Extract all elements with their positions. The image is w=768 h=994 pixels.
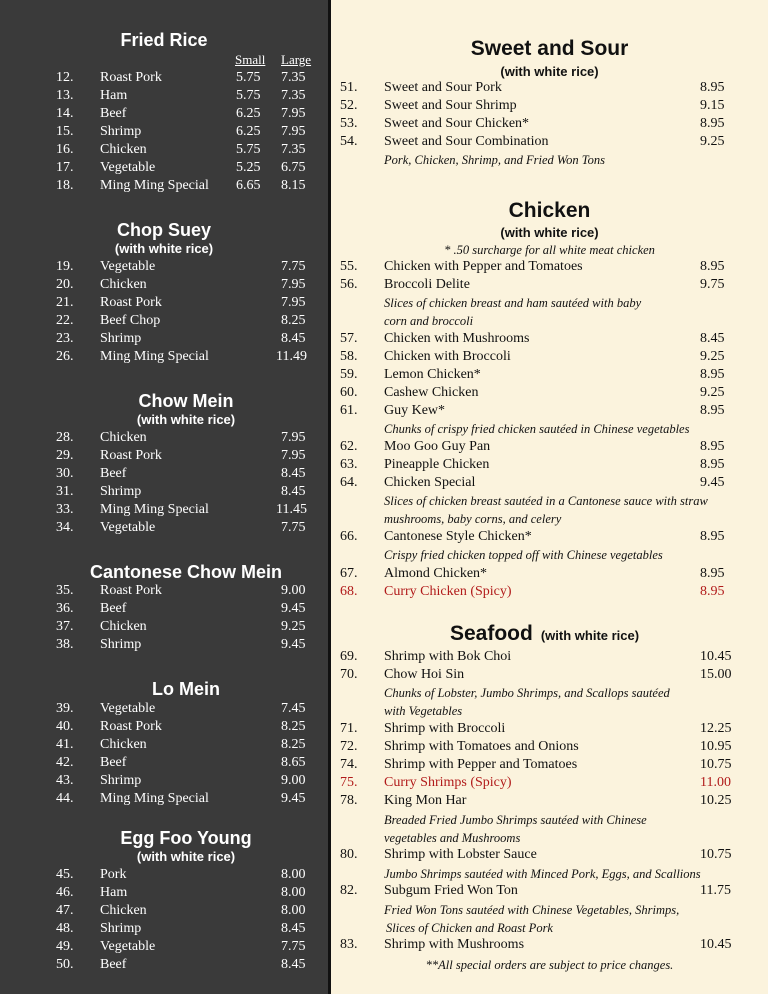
item-price: 8.95 [700,116,725,131]
item-number: 78. [340,793,358,808]
item-number: 55. [340,259,358,274]
item-name: Cantonese Style Chicken* [384,529,532,544]
menu-item [0,312,328,330]
item-price: 7.95 [281,277,306,292]
item-number: 75. [340,775,358,790]
item-name: Ming Ming Special [100,349,209,364]
item-price: 8.25 [281,719,306,734]
item-description: mushrooms, baby corns, and celery [384,512,562,526]
item-name: Beef [100,957,127,972]
item-price: 7.75 [281,939,306,954]
menu-item [331,366,768,384]
item-name: Chicken [100,737,147,752]
item-number: 19. [56,259,74,274]
menu-item [331,846,768,864]
item-name: King Mon Har [384,793,467,808]
item-number: 40. [56,719,74,734]
item-number: 71. [340,721,358,736]
seafood-subtitle: (with white rice) [540,628,640,643]
menu-item [0,636,328,654]
menu-item [331,384,768,402]
menu-item [331,402,768,420]
item-name: Chicken with Broccoli [384,349,511,364]
menu-item [0,429,328,447]
item-price: 15.00 [700,667,732,682]
item-description: Chunks of crispy fried chicken sautéed in Chinese vegetables [384,422,690,436]
item-price: 8.45 [281,484,306,499]
item-number: 82. [340,883,358,898]
item-price: 7.75 [281,520,306,535]
item-price-large: 7.95 [281,124,306,139]
chow-mein-title: Chow Mein [138,391,234,411]
menu-item [0,141,328,159]
right-panel [331,0,768,994]
item-number: 49. [56,939,74,954]
sweet-sour-title: Sweet and Sour [470,37,629,60]
item-name: Shrimp with Mushrooms [384,937,525,952]
item-number: 42. [56,755,74,770]
item-number: 13. [56,88,74,103]
chicken-subtitle: (with white rice) [500,225,599,240]
item-price-small: 5.75 [236,70,261,85]
menu-item [0,884,328,902]
item-number: 16. [56,142,74,157]
item-price: 9.45 [281,791,306,806]
item-price-small: 6.65 [236,178,261,193]
menu-item [0,938,328,956]
menu-item [331,438,768,456]
item-number: 62. [340,439,358,454]
item-price: 10.95 [700,739,732,754]
item-number: 68. [340,584,358,599]
menu-item [0,465,328,483]
item-price: 8.95 [700,367,725,382]
item-price-small: 5.25 [236,160,261,175]
item-name: Chicken [100,430,147,445]
item-name: Sweet and Sour Combination [384,134,549,149]
item-number: 56. [340,277,358,292]
item-price-small: 6.25 [236,106,261,121]
menu-item-spicy [331,583,768,601]
item-description: Slices of Chicken and Roast Pork [386,921,553,935]
item-number: 54. [340,134,358,149]
menu-item [0,519,328,537]
item-price: 9.15 [700,98,725,113]
menu-item [331,565,768,583]
item-price-small: 5.75 [236,88,261,103]
item-name: Shrimp [100,773,142,788]
item-number: 60. [340,385,358,400]
item-price: 10.75 [700,757,732,772]
menu-item [0,920,328,938]
item-description: with Vegetables [384,704,463,718]
menu-item [331,330,768,348]
item-price: 9.25 [281,619,306,634]
menu-item [0,718,328,736]
item-price: 8.00 [281,867,306,882]
item-name: Shrimp with Broccoli [384,721,506,736]
item-price: 8.95 [700,584,725,599]
item-price: 10.45 [700,649,732,664]
menu-item [331,882,768,900]
item-name: Chow Hoi Sin [384,667,465,682]
item-price: 9.45 [700,475,725,490]
item-price: 8.95 [700,529,725,544]
menu-item [0,258,328,276]
item-price: 7.75 [281,259,306,274]
item-price: 8.95 [700,566,725,581]
menu-item [331,936,768,954]
item-name: Roast Pork [100,295,162,310]
menu-item [331,528,768,546]
item-price: 9.00 [281,773,306,788]
menu-item [331,456,768,474]
menu-item [331,474,768,492]
menu-item [0,582,328,600]
lo-mein-title: Lo Mein [152,679,220,699]
item-number: 72. [340,739,358,754]
item-number: 59. [340,367,358,382]
menu-item [0,501,328,519]
item-number: 30. [56,466,74,481]
item-price: 8.65 [281,755,306,770]
item-number: 80. [340,847,358,862]
menu-item [331,720,768,738]
item-name: Chicken [100,619,147,634]
menu-item [331,79,768,97]
item-number: 52. [340,98,358,113]
item-name: Chicken with Mushrooms [384,331,530,346]
item-description: corn and broccoli [384,314,474,328]
item-price: 8.25 [281,737,306,752]
item-price: 9.25 [700,385,725,400]
item-name: Shrimp [100,921,142,936]
item-price: 8.45 [281,957,306,972]
item-price: 9.75 [700,277,725,292]
item-price: 10.45 [700,937,732,952]
item-name: Chicken [100,142,147,157]
item-number: 70. [340,667,358,682]
item-price: 10.25 [700,793,732,808]
item-name: Chicken with Pepper and Tomatoes [384,259,583,274]
menu-item [0,956,328,974]
menu-item [0,105,328,123]
item-price-large: 7.95 [281,106,306,121]
item-description: Jumbo Shrimps sautéed with Minced Pork, Eggs, and Scallions [384,867,701,881]
item-description: Slices of chicken breast sautéed in a Cantonese sauce with straw [384,494,708,508]
item-name: Cashew Chicken [384,385,479,400]
item-number: 47. [56,903,74,918]
item-name: Curry Chicken (Spicy) [384,584,512,599]
item-price: 9.45 [281,637,306,652]
fried-rice-title: Fried Rice [120,30,208,50]
left-panel [0,0,328,994]
egg-foo-young-title: Egg Foo Young [120,828,252,848]
item-number: 43. [56,773,74,788]
item-description: Chunks of Lobster, Jumbo Shrimps, and Scallops sautéed [384,686,670,700]
item-number: 57. [340,331,358,346]
item-number: 69. [340,649,358,664]
menu-item [331,133,768,151]
menu-item [331,115,768,133]
item-number: 41. [56,737,74,752]
menu-item [0,618,328,636]
item-name: Sweet and Sour Pork [384,80,502,95]
menu-item [331,97,768,115]
item-price: 8.95 [700,439,725,454]
item-number: 33. [56,502,74,517]
item-price-large: 8.15 [281,178,306,193]
item-price: 8.25 [281,313,306,328]
seafood-heading [450,622,639,646]
item-name: Chicken Special [384,475,476,490]
item-name: Vegetable [100,939,156,954]
item-name: Shrimp [100,484,142,499]
item-name: Beef Chop [100,313,161,328]
item-price: 9.00 [281,583,306,598]
item-number: 38. [56,637,74,652]
item-name: Vegetable [100,259,156,274]
item-number: 37. [56,619,74,634]
menu-item [0,902,328,920]
item-number: 53. [340,116,358,131]
item-name: Shrimp with Lobster Sauce [384,847,537,862]
menu-item [331,756,768,774]
item-price: 10.75 [700,847,732,862]
item-number: 29. [56,448,74,463]
item-description: Breaded Fried Jumbo Shrimps sautéed with Chinese [384,813,647,827]
item-number: 15. [56,124,74,139]
item-name: Almond Chicken* [384,566,488,581]
item-number: 61. [340,403,358,418]
item-name: Beef [100,106,127,121]
item-number: 58. [340,349,358,364]
item-number: 64. [340,475,358,490]
item-price: 8.00 [281,903,306,918]
item-number: 26. [56,349,74,364]
item-number: 46. [56,885,74,900]
menu-item [331,648,768,666]
item-name: Chicken [100,277,147,292]
menu-item [331,348,768,366]
item-name: Pork [100,867,127,882]
item-number: 74. [340,757,358,772]
item-name: Sweet and Sour Chicken* [384,116,530,131]
item-price-small: 5.75 [236,142,261,157]
item-price: 7.95 [281,295,306,310]
menu-item [0,294,328,312]
menu-item [0,123,328,141]
item-name: Curry Shrimps (Spicy) [384,775,512,790]
item-number: 17. [56,160,74,175]
item-name: Ming Ming Special [100,502,209,517]
item-number: 39. [56,701,74,716]
item-name: Vegetable [100,701,156,716]
item-price: 8.45 [281,466,306,481]
item-name: Chicken [100,903,147,918]
menu-item [0,772,328,790]
chow-mein-subtitle: (with white rice) [136,412,236,427]
menu-item [0,159,328,177]
item-name: Shrimp with Tomatoes and Onions [384,739,579,754]
item-name: Pineapple Chicken [384,457,490,472]
item-price: 7.95 [281,430,306,445]
item-number: 21. [56,295,74,310]
col-small-header: Small [235,52,266,67]
item-price: 9.45 [281,601,306,616]
egg-foo-young-subtitle: (with white rice) [136,849,236,864]
item-price: 11.00 [700,775,731,790]
item-description: Slices of chicken breast and ham sautéed with baby [384,296,642,310]
item-name: Ham [100,885,128,900]
item-price: 8.95 [700,403,725,418]
item-name: Sweet and Sour Shrimp [384,98,517,113]
menu-item [331,276,768,294]
item-price-large: 7.35 [281,142,306,157]
menu-item-spicy [331,774,768,792]
menu-item [0,866,328,884]
item-name: Subgum Fried Won Ton [384,883,518,898]
item-number: 12. [56,70,74,85]
item-name: Shrimp [100,124,142,139]
menu-item [0,700,328,718]
menu-item [0,600,328,618]
item-number: 22. [56,313,74,328]
item-price: 9.25 [700,134,725,149]
item-price: 8.00 [281,885,306,900]
item-name: Roast Pork [100,583,162,598]
item-number: 63. [340,457,358,472]
item-price: 8.95 [700,80,725,95]
item-description: vegetables and Mushrooms [384,831,521,845]
menu-item [0,483,328,501]
menu-item [0,754,328,772]
menu-item [0,790,328,808]
menu-item [0,447,328,465]
item-price: 11.49 [276,349,307,364]
menu-item [331,738,768,756]
item-price-large: 7.35 [281,70,306,85]
item-number: 31. [56,484,74,499]
item-price: 8.95 [700,457,725,472]
item-name: Beef [100,466,127,481]
menu-item [331,792,768,810]
item-number: 28. [56,430,74,445]
item-price: 8.45 [700,331,725,346]
menu-item [0,87,328,105]
item-description: Fried Won Tons sautéed with Chinese Vegetables, Shrimps, [384,903,680,917]
item-name: Beef [100,601,127,616]
item-number: 23. [56,331,74,346]
chicken-title: Chicken [508,199,591,222]
item-name: Beef [100,755,127,770]
item-name: Vegetable [100,160,156,175]
item-name: Shrimp with Bok Choi [384,649,512,664]
item-number: 44. [56,791,74,806]
menu-item [0,348,328,366]
item-price: 9.25 [700,349,725,364]
item-name: Shrimp [100,331,142,346]
menu-item [0,69,328,87]
cantonese-chow-mein-title: Cantonese Chow Mein [89,562,282,582]
item-description: Pork, Chicken, Shrimp, and Fried Won Tons [384,153,605,167]
item-name: Roast Pork [100,70,162,85]
menu-item [0,177,328,195]
item-name: Vegetable [100,520,156,535]
item-name: Ming Ming Special [100,791,209,806]
seafood-title: Seafood [450,622,533,645]
menu-item [331,258,768,276]
item-name: Shrimp [100,637,142,652]
item-number: 51. [340,80,358,95]
item-name: Ming Ming Special [100,178,209,193]
item-number: 83. [340,937,358,952]
chop-suey-title: Chop Suey [116,220,211,240]
item-name: Ham [100,88,128,103]
item-price: 8.45 [281,921,306,936]
item-name: Lemon Chicken* [384,367,481,382]
item-description: Crispy fried chicken topped off with Chinese vegetables [384,548,663,562]
item-name: Shrimp with Pepper and Tomatoes [384,757,578,772]
item-price-large: 7.35 [281,88,306,103]
item-name: Roast Pork [100,719,162,734]
item-number: 20. [56,277,74,292]
item-price: 7.95 [281,448,306,463]
surcharge-note: * .50 surcharge for all white meat chicken [444,243,655,257]
menu-item [0,736,328,754]
item-number: 14. [56,106,74,121]
item-number: 45. [56,867,74,882]
item-name: Roast Pork [100,448,162,463]
sweet-sour-subtitle: (with white rice) [500,64,599,79]
item-name: Broccoli Delite [384,277,470,292]
item-number: 50. [56,957,74,972]
item-price: 7.45 [281,701,306,716]
item-name: Moo Goo Guy Pan [384,439,491,454]
menu-item [0,276,328,294]
item-number: 35. [56,583,74,598]
item-number: 36. [56,601,74,616]
item-price-small: 6.25 [236,124,261,139]
menu-item [0,330,328,348]
item-number: 48. [56,921,74,936]
item-number: 34. [56,520,74,535]
footer-note: **All special orders are subject to price changes. [425,958,674,972]
item-number: 66. [340,529,358,544]
menu-item [331,666,768,684]
item-price: 8.45 [281,331,306,346]
item-price: 8.95 [700,259,725,274]
item-price-large: 6.75 [281,160,306,175]
item-price: 12.25 [700,721,732,736]
item-price: 11.45 [276,502,307,517]
item-number: 67. [340,566,358,581]
col-large-header: Large [281,52,312,67]
chop-suey-subtitle: (with white rice) [114,241,214,256]
item-price: 11.75 [700,883,731,898]
item-name: Guy Kew* [384,403,446,418]
item-number: 18. [56,178,74,193]
